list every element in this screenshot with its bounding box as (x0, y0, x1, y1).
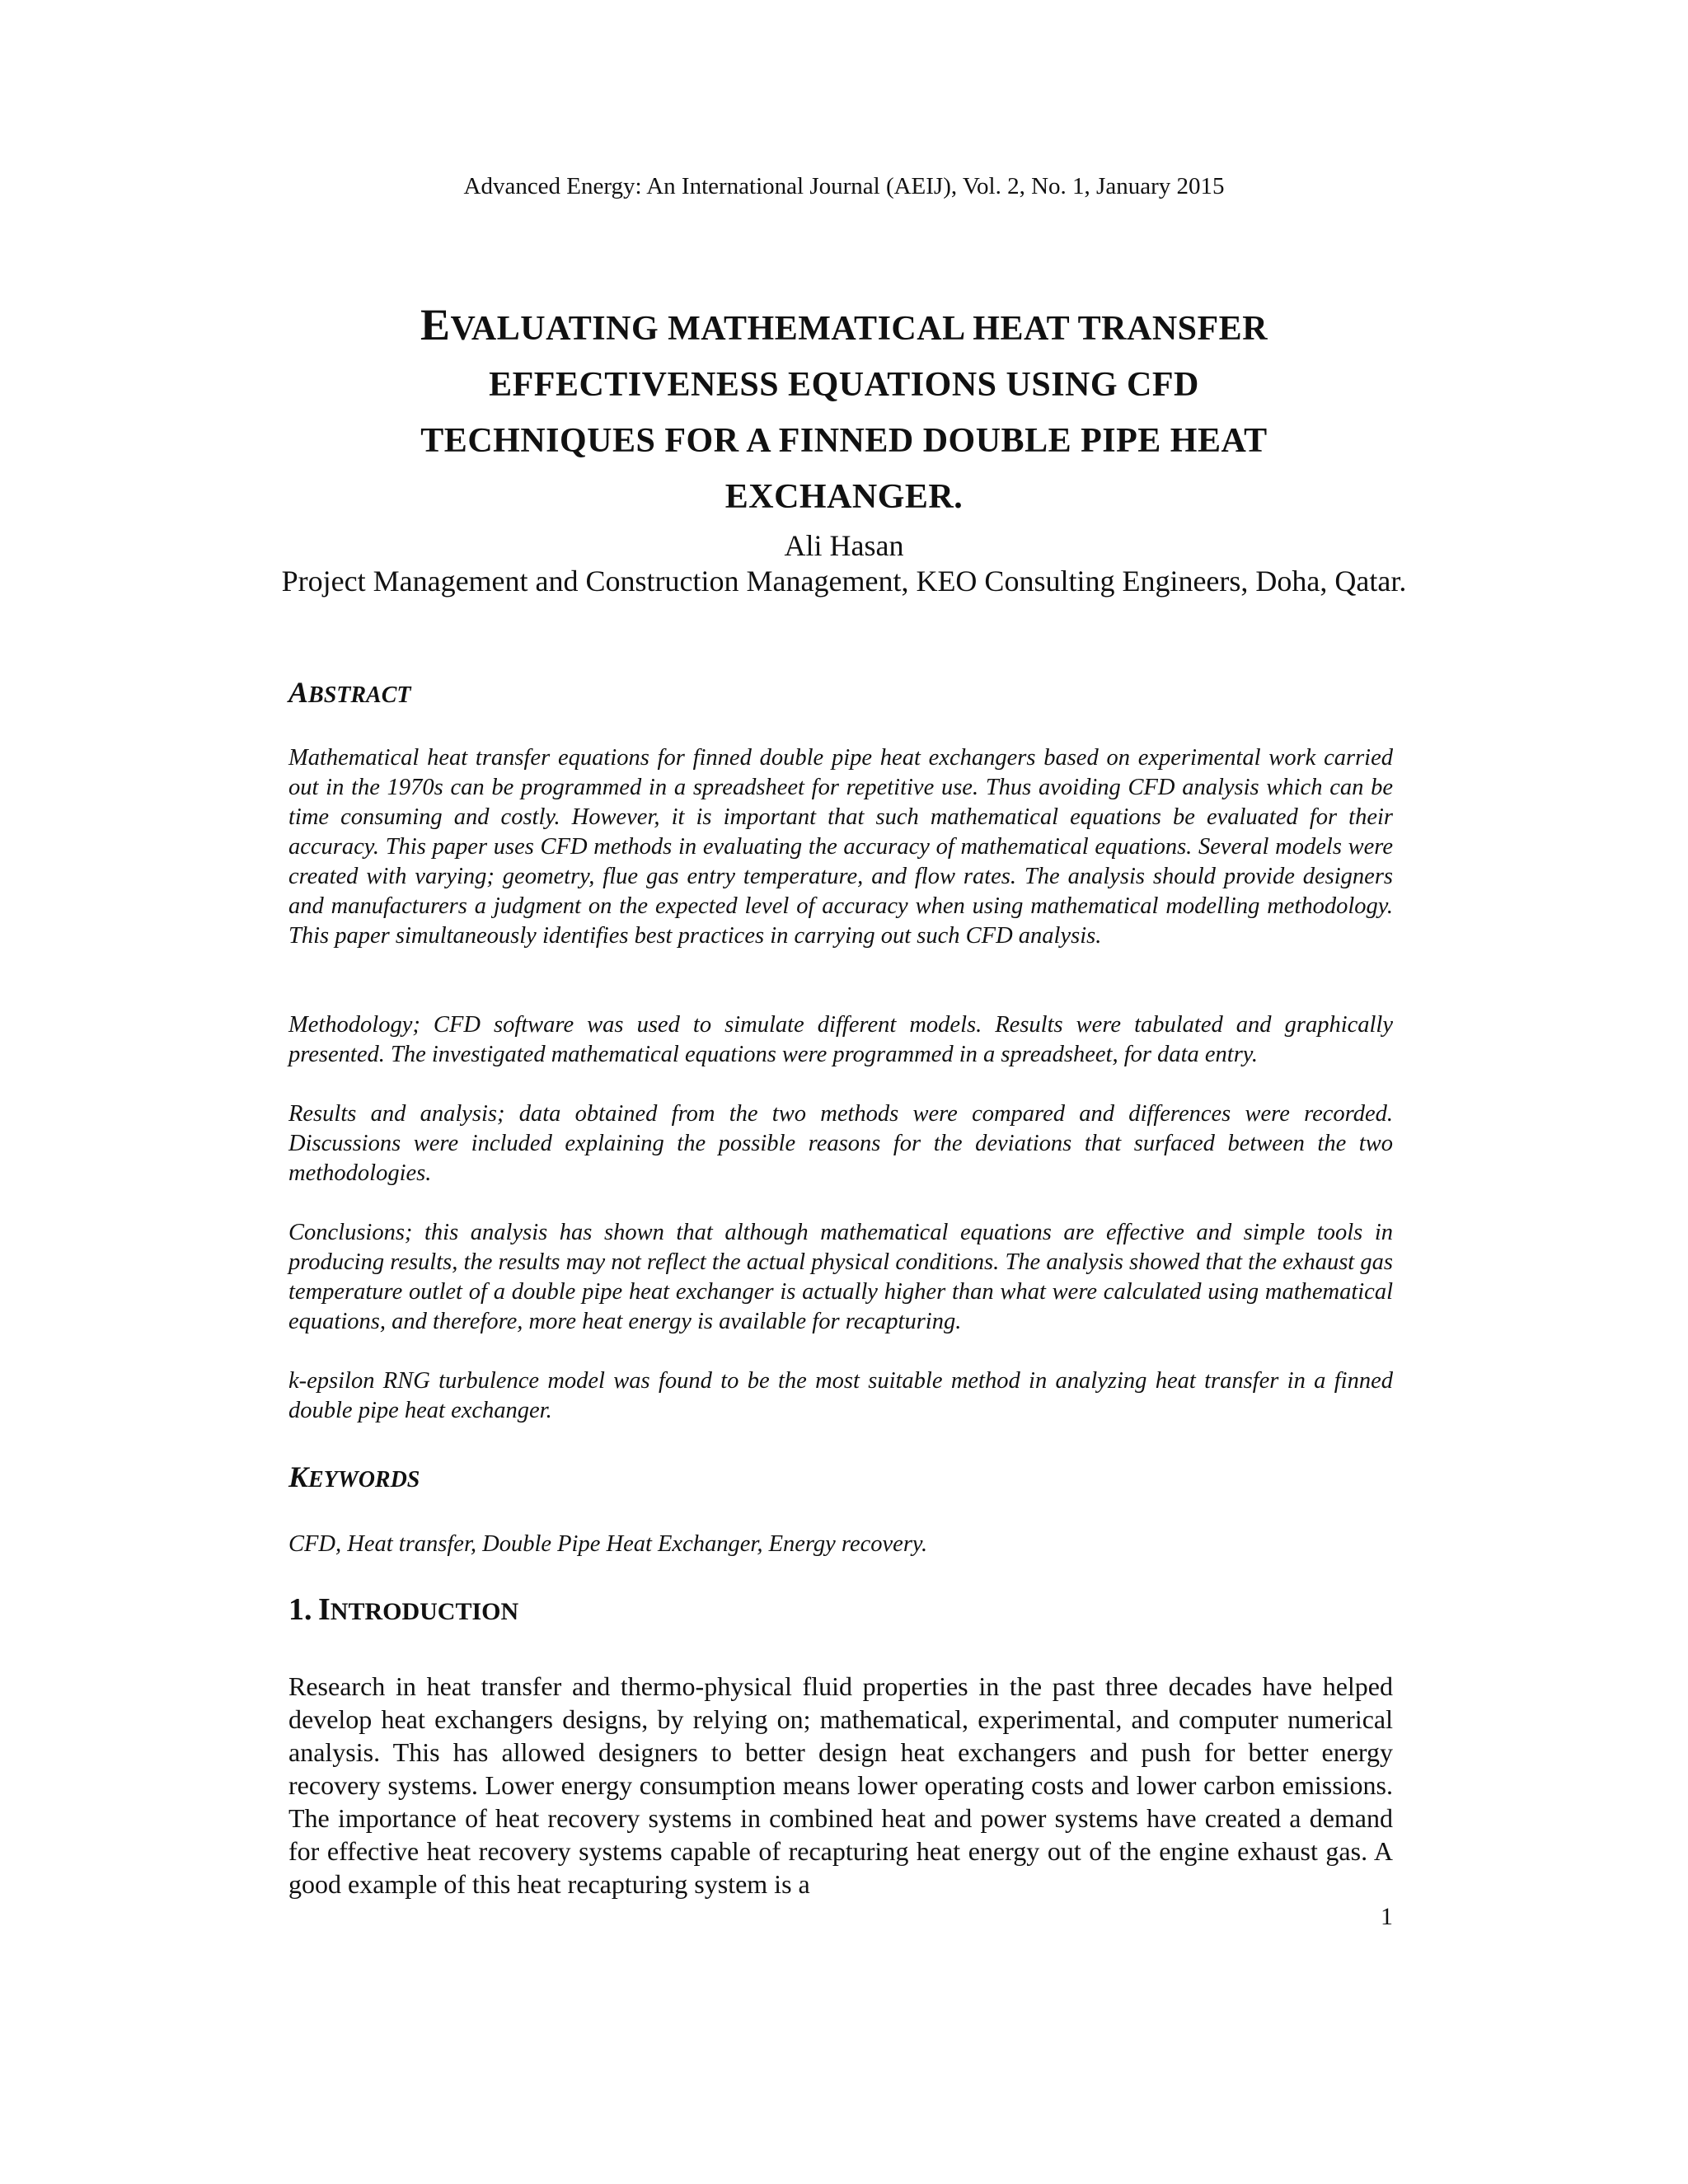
keywords-heading-initial: K (288, 1460, 309, 1493)
keywords-list: CFD, Heat transfer, Double Pipe Heat Exchanger, Energy recovery. (288, 1531, 928, 1557)
title-line-text: EXCHANGER. (724, 478, 964, 516)
abstract-results-paragraph: Results and analysis; data obtained from the two methods were compared and differences were recorded. Discussions were included explaining the possible reasons for the deviations that surfaced between the two methodologies. (288, 1101, 1393, 1186)
keywords-heading (288, 1460, 420, 1497)
title-line (272, 357, 1416, 413)
introduction-heading-initial: I (318, 1592, 331, 1627)
paper-title (272, 297, 1416, 525)
abstract-heading-text: BSTRACT (308, 682, 411, 708)
title-line-text: VALUATING MATHEMATICAL HEAT TRANSFER (450, 310, 1268, 348)
abstract-conclusions-paragraph: Conclusions; this analysis has shown that although mathematical equations are effective and simple tools in producing results, the results may not reflect the actual physical conditions. The analysis showed that the exhaust gas temperature outlet of a double pipe heat exchanger is actually higher than what were calculated using mathematical equations, and therefore, more heat energy is available for recapturing. (288, 1220, 1393, 1334)
introduction-heading (288, 1592, 518, 1629)
title-line (272, 413, 1416, 469)
title-line (272, 297, 1416, 357)
title-line-text: TECHNIQUES FOR A FINNED DOUBLE PIPE HEAT (420, 422, 1268, 460)
title-initial: E (420, 300, 451, 349)
author-name: Ali Hasan (784, 529, 904, 562)
abstract-methodology-paragraph: Methodology; CFD software was used to simulate different models. Results were tabulated and graphically presented. The investigated mathematical equations were programmed in a spreadsheet, for data entry. (288, 1012, 1393, 1067)
abstract-heading-initial: A (288, 676, 309, 709)
abstract-paragraph: Mathematical heat transfer equations for finned double pipe heat exchangers based on experimental work carried out in the 1970s can be programmed in a spreadsheet for repetitive use. Thus avoiding CFD analysis which can be time consuming and costly. However, it is important that such mathematical equations be evaluated for their accuracy. This paper uses CFD methods in evaluating the accuracy of mathematical equations. Several models were created with varying; geometry, flue gas entry temperature, and flow rates. The analysis should provide designers and manufacturers a judgment on the expected level of accuracy when using mathematical modelling methodology. This paper simultaneously identifies best practices in carrying out such CFD analysis. (288, 745, 1393, 949)
abstract-heading (288, 676, 411, 712)
author-affiliation: Project Management and Construction Management, KEO Consulting Engineers, Doha, Qatar. (281, 565, 1407, 598)
abstract-turbulence-paragraph: k-epsilon RNG turbulence model was found to be the most suitable method in analyzing heat transfer in a finned double pipe heat exchanger. (288, 1368, 1393, 1423)
title-line (272, 469, 1416, 525)
title-line-text: EFFECTIVENESS EQUATIONS USING CFD (489, 366, 1199, 404)
section-number: 1. (288, 1592, 312, 1627)
page-number: 1 (1381, 1903, 1393, 1930)
introduction-paragraph: Research in heat transfer and thermo-physical fluid properties in the past three decades have helped develop heat exchangers designs, by relying on; mathematical, experimental, and computer numerical analysis. This has allowed designers to better design heat exchangers and push for better energy recovery systems. Lower energy consumption means lower operating costs and lower carbon emissions. The importance of heat recovery systems in combined heat and power systems have created a demand for effective heat recovery systems capable of recapturing heat energy out of the engine exhaust gas. A good example of this heat recapturing system is a (288, 1671, 1393, 1899)
keywords-heading-text: EYWORDS (308, 1467, 420, 1493)
running-header: Advanced Energy: An International Journal (AEIJ), Vol. 2, No. 1, January 2015 (463, 173, 1225, 199)
introduction-heading-text: NTRODUCTION (330, 1598, 519, 1625)
